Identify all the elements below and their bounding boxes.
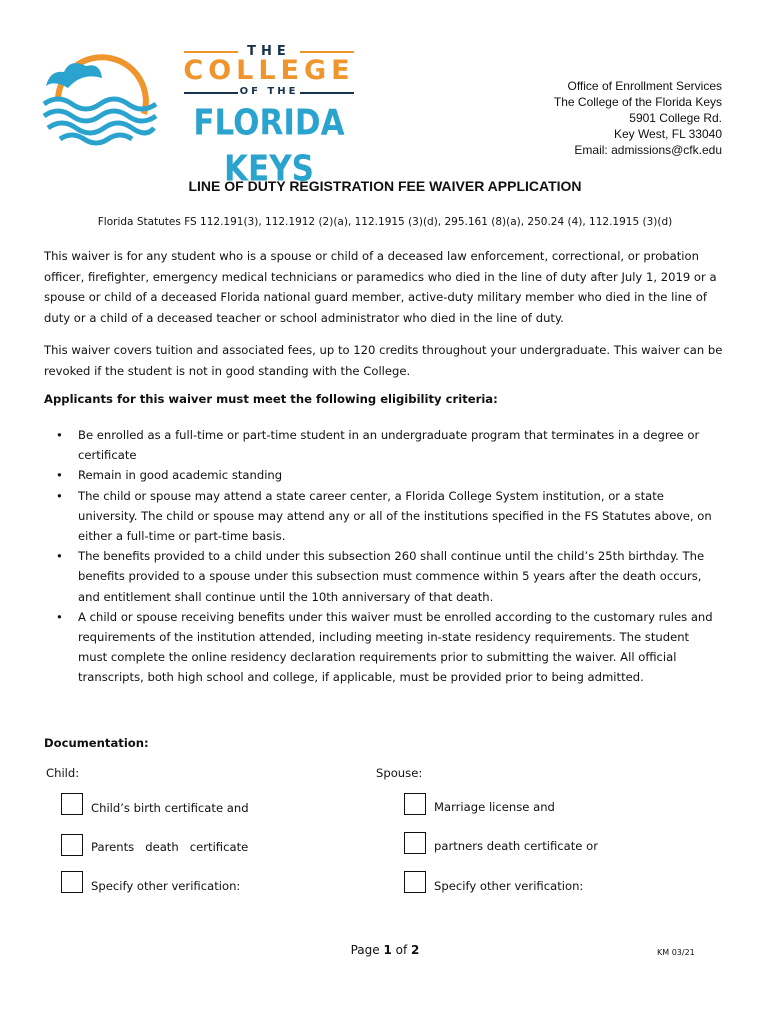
bullet-icon: • — [56, 488, 63, 503]
list-item — [56, 425, 716, 465]
logo-florida-keys: FLORIDA KEYS — [193, 102, 345, 190]
logo-of-the: OF THE — [239, 86, 299, 97]
page-current: 1 — [383, 943, 392, 957]
child-other-verification-label: Specify other verification: — [91, 879, 241, 893]
criteria-heading: Applicants for this waiver must meet the following eligibility criteria: — [44, 392, 498, 406]
list-item — [56, 465, 716, 485]
page-total: 2 — [411, 943, 420, 957]
criteria-text: The benefits provided to a child under this subsection 260 shall continue until the child’s 25th birthday. The benefits provided to a spouse under this subsection must commence within 5 years after the death occurs, and entitlement shall continue until the 10th anniversary of that death. — [78, 549, 705, 604]
form-title: LINE OF DUTY REGISTRATION FEE WAIVER APPLICATION — [188, 178, 582, 194]
bullet-icon: • — [56, 549, 63, 564]
parents-death-certificate-label: Parents death certificate — [91, 840, 249, 854]
partners-death-certificate-label: partners death certificate or — [434, 839, 598, 853]
spouse-label: Spouse: — [376, 766, 423, 780]
child-label: Child: — [46, 766, 80, 780]
marriage-license-label: Marriage license and — [434, 800, 555, 814]
address-line: Office of Enrollment Services — [567, 79, 722, 93]
child-other-verification-checkbox[interactable] — [61, 871, 83, 893]
college-logo-icon — [40, 36, 160, 146]
eligibility-description: This waiver is for any student who is a spouse or child of a deceased law enforcement, correctional, or probation officer, firefighter, emergency medical technicians or paramedics who died in the line of duty after July 1, 2019 or a spouse or child of a deceased Florida national guard member, active-duty military member who died in the line of duty or a child of a deceased teacher or school administrator who died in the line of duty. — [44, 249, 717, 325]
list-item — [56, 486, 716, 547]
address-line: 5901 College Rd. — [629, 111, 722, 125]
address-email: Email: admissions@cfk.edu — [574, 143, 722, 157]
criteria-list — [56, 425, 716, 688]
form-code: KM 03/21 — [657, 948, 695, 957]
documentation-heading: Documentation: — [44, 736, 149, 750]
logo-college: COLLEGE — [183, 55, 355, 86]
address-line: The College of the Florida Keys — [553, 95, 722, 109]
spouse-other-verification-label: Specify other verification: — [434, 879, 584, 893]
criteria-text: A child or spouse receiving benefits under this waiver must be enrolled according to the customary rules and requirements of the institution attended, including meeting in-state residency requirements. The student must complete the online residency declaration requirements prior to submitting the waiver. All official transcripts, both high school and college, if applicable, must be provided prior to being admitted. — [78, 609, 713, 685]
criteria-text: The child or spouse may attend a state career center, a Florida College System institution, or a state university. The child or spouse may attend any or all of the institutions specified in the FS Statutes above, on either a full-time or part-time basis. — [78, 488, 712, 544]
bullet-icon: • — [56, 609, 63, 624]
coverage-description: This waiver covers tuition and associated fees, up to 120 credits throughout your undergraduate. This waiver can be revoked if the student is not in good standing with the College. — [44, 343, 723, 378]
parents-death-certificate-checkbox[interactable] — [61, 834, 83, 856]
list-item — [56, 546, 716, 607]
statutes-reference: Florida Statutes FS 112.191(3), 112.1912 (2)(a), 112.1915 (3)(d), 295.161 (8)(a), 250.24 (4), 112.1915 (3)(d) — [97, 216, 673, 228]
marriage-license-checkbox[interactable] — [404, 793, 426, 815]
address-line: Key West, FL 33040 — [613, 127, 722, 141]
logo-the: THE — [247, 44, 291, 59]
spouse-other-verification-checkbox[interactable] — [404, 871, 426, 893]
criteria-text: Be enrolled as a full-time or part-time student in an undergraduate program that terminates in a degree or certificate — [78, 428, 700, 463]
child-birth-certificate-label: Child’s birth certificate and — [91, 801, 249, 815]
office-address — [554, 78, 722, 158]
page-number — [0, 943, 770, 957]
list-item — [56, 607, 716, 688]
bullet-icon: • — [56, 428, 63, 442]
criteria-text: Remain in good academic standing — [78, 468, 283, 483]
page-of: of — [391, 943, 412, 957]
bullet-icon: • — [56, 468, 63, 483]
child-birth-certificate-checkbox[interactable] — [61, 793, 83, 815]
partners-death-certificate-checkbox[interactable] — [404, 832, 426, 854]
page-prefix: Page — [350, 943, 384, 957]
